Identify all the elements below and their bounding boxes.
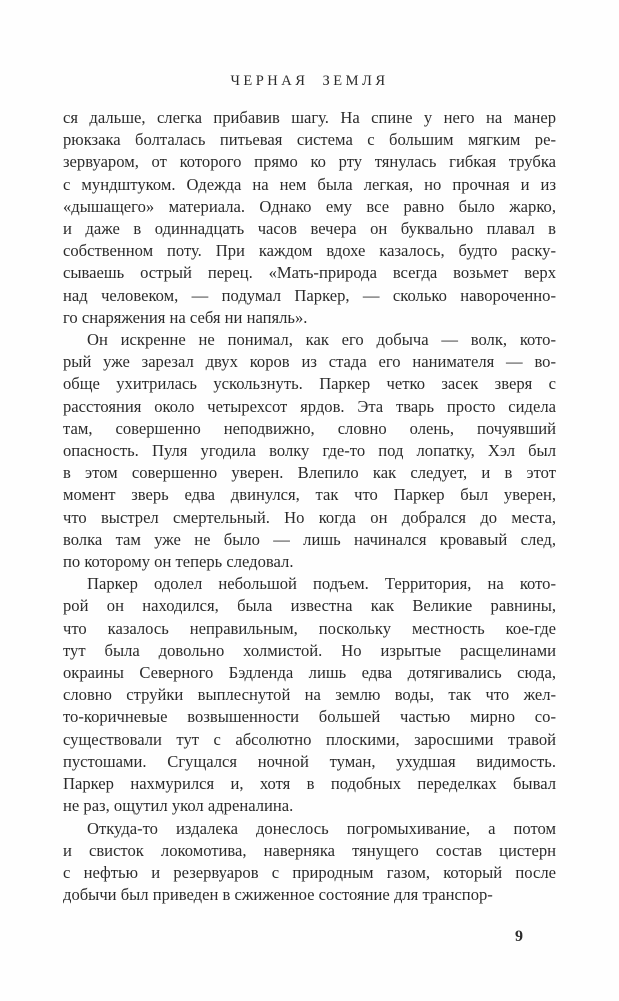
text-line: Паркер одолел небольшой подъем. Территория, на кото- [87, 574, 556, 594]
paragraph [63, 818, 556, 907]
running-head: ЧЕРНАЯ ЗЕМЛЯ [230, 73, 389, 89]
text-line: ся дальше, слегка прибавив шагу. На спине у него на манер [63, 108, 556, 127]
text-line: расстояния около четырехсот ярдов. Эта тварь просто сидела [63, 396, 556, 416]
text-line: с мундштуком. Одежда на нем была легкая, но прочная и из [63, 174, 556, 194]
text-line: не раз, ощутил укол адреналина. [63, 796, 294, 816]
paragraph [63, 329, 556, 573]
text-line: там, совершенно неподвижно, словно олень, почуявший [63, 418, 556, 438]
text-line: по которому он теперь следовал. [63, 552, 294, 572]
text-line: момент зверь едва двинулся, так что Паркер был уверен, [63, 485, 556, 505]
text-line: в этом совершенно уверен. Влепило как следует, и в этот [63, 463, 556, 483]
text-line: с нефтью и резервуаров с природным газом, который после [63, 862, 556, 882]
text-line: рой он находился, была известна как Великие равнины, [63, 596, 556, 616]
text-line: Откуда-то издалека донеслось погромыхивание, а потом [87, 818, 556, 838]
text-line: и даже в одиннадцать часов вечера он буквально плавал в [63, 219, 556, 239]
text-line: словно струйки выплеснутой на землю воды, так что жел- [63, 685, 556, 705]
paragraph [63, 573, 556, 817]
text-line: Он искренне не понимал, как его добыча — волк, кото- [87, 330, 556, 350]
text-line: «дышащего» материала. Однако ему все равно было жарко, [63, 196, 556, 216]
text-line: волка там уже не было — лишь начинался кровавый след, [63, 529, 556, 549]
text-line: обще ухитрилась ускользнуть. Паркер четко засек зверя с [63, 374, 556, 394]
text-line: существовали тут с абсолютно плоскими, заросшими травой [63, 729, 556, 749]
page-number: 9 [515, 928, 523, 945]
text-line: рюкзака болталась питьевая система с большим мягким ре- [63, 130, 556, 150]
text-line: над человеком, — подумал Паркер, — сколько навороченно- [63, 285, 556, 305]
text-line: зервуаром, от которого прямо ко рту тянулась гибкая трубка [63, 152, 556, 172]
text-line: тут была довольно холмистой. Но изрытые расщелинами [63, 640, 556, 660]
text-line: и свисток локомотива, наверняка тянущего состав цистерн [63, 840, 556, 860]
text-line: пустошами. Сгущался ночной туман, ухудшая видимость. [63, 751, 556, 771]
text-line: Паркер нахмурился и, хотя в подобных переделках бывал [63, 774, 556, 794]
text-line: то-коричневые возвышенности большей частью мирно со- [63, 707, 556, 727]
paragraph [63, 107, 556, 329]
text-line: что казалось неправильным, поскольку местность кое-где [63, 618, 556, 638]
text-line: окраины Северного Бэдленда лишь едва дотягивались сюда, [63, 663, 556, 683]
text-line: го снаряжения на себя ни напяль». [63, 307, 308, 327]
body-text [63, 107, 556, 906]
text-line: сываешь острый перец. «Мать-природа всегда возьмет верх [63, 263, 556, 283]
text-line: добычи был приведен в сжиженное состояние для транспор- [63, 885, 493, 905]
text-line: опасность. Пуля угодила волку где-то под лопатку, Хэл был [63, 441, 556, 461]
text-line: рый уже зарезал двух коров из стада его нанимателя — во- [63, 352, 556, 372]
text-line: собственном поту. При каждом вдохе казалось, будто раску- [63, 241, 556, 261]
text-line: что выстрел смертельный. Но когда он добрался до места, [63, 507, 556, 527]
